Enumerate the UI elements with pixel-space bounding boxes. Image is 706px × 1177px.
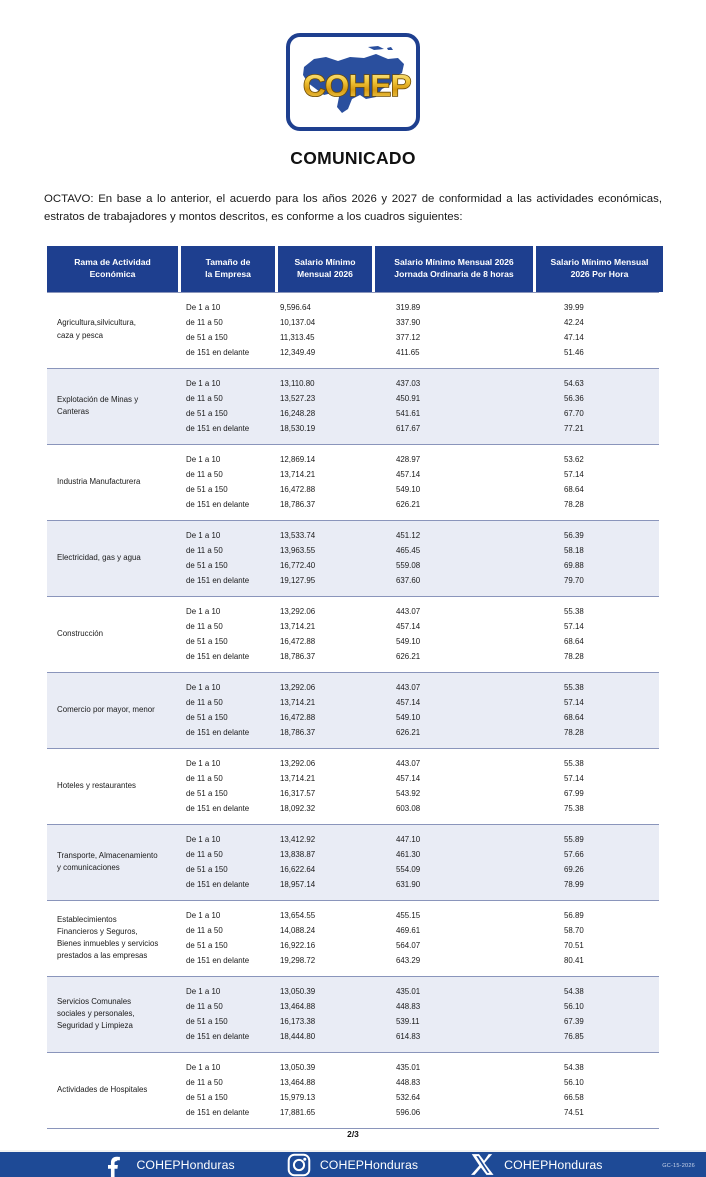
cell-monthly-8h-value: 626.21 [396,651,421,661]
instagram-icon [287,1153,311,1177]
cell-monthly-8h-value: 549.10 [396,713,421,722]
cell-monthly-8h-value: 377.12 [396,332,421,342]
cell-hourly-salary-value: 55.89 [564,835,584,845]
cell-hourly-salary-value: 58.70 [564,926,584,936]
cell-monthly-salary [272,300,366,360]
cell-monthly-salary [272,604,366,664]
cell-monthly-salary-value: 13,533.74 [280,530,316,540]
cell-hourly-salary-value: 57.66 [564,850,584,860]
social-instagram[interactable] [287,1153,418,1177]
activity-name-line: Comercio por mayor, menor [57,704,155,714]
column-header-monthly-salary [278,246,372,292]
cell-monthly-salary-value: 18,444.80 [280,1032,316,1042]
cell-company-size [178,452,272,512]
cell-hourly-salary-value: 58.18 [564,545,584,555]
cell-hourly-salary-value: 67.99 [564,789,584,799]
table-row [47,748,659,824]
cell-monthly-salary-value: 15,979.13 [280,1093,316,1103]
facebook-handle: COHEPHonduras [136,1157,235,1172]
cell-monthly-salary-value: 13,050.39 [280,1063,316,1073]
cell-company-size-value: De 1 a 10 [186,835,221,845]
cell-hourly-salary-value: 56.89 [564,911,584,921]
cell-company-size-value: de 11 a 50 [186,469,223,479]
column-header-company-size [181,246,275,292]
cell-monthly-8h-value: 461.30 [396,850,421,860]
activity-name-line: Canteras [57,406,90,416]
cell-hourly-salary-value: 75.38 [564,804,584,814]
cell-monthly-8h [366,984,524,1044]
cell-monthly-salary-value: 18,786.37 [280,728,316,738]
cell-monthly-8h-value: 443.07 [396,682,421,692]
activity-name-line: Actividades de Hospitales [57,1085,148,1095]
cell-monthly-8h [366,528,524,588]
cell-company-size-value: de 151 en delante [186,956,250,966]
cell-company-size-value: De 1 a 10 [186,682,221,692]
cell-monthly-8h-value: 337.90 [396,317,421,327]
header-line-1: Rama de Actividad [74,256,151,267]
cell-monthly-8h [366,832,524,892]
cell-monthly-8h-value: 596.06 [396,1108,421,1118]
cell-monthly-salary [272,680,366,740]
table-row [47,596,659,672]
cell-hourly-salary [524,832,651,892]
activity-name-line: Hoteles y restaurantes [57,780,136,790]
cell-monthly-8h-value: 435.01 [396,987,421,997]
cell-monthly-salary-value: 16,622.64 [280,865,316,875]
cell-monthly-salary-value: 13,292.06 [280,682,316,692]
cell-monthly-salary [272,756,366,816]
cell-hourly-salary [524,452,651,512]
cell-company-size-value: de 51 a 150 [186,941,228,951]
header-line-1: Salario Mínimo Mensual [550,256,649,267]
cell-monthly-8h-value: 614.83 [396,1032,421,1042]
cell-hourly-salary-value: 78.28 [564,499,584,509]
cell-hourly-salary-value: 47.14 [564,332,584,342]
cell-monthly-salary [272,452,366,512]
cell-company-size-value: De 1 a 10 [186,378,221,388]
cohep-wordmark-icon [294,64,420,108]
cell-monthly-salary-value: 19,298.72 [280,956,316,966]
cell-monthly-salary-value: 17,881.65 [280,1108,316,1118]
activity-name-line: y comunicaciones [57,863,120,873]
cell-monthly-salary-value: 18,092.32 [280,804,316,814]
intro-paragraph: OCTAVO: En base a lo anterior, el acuerdo para los años 2026 y 2027 de conformidad a las actividades económicas, estratos de trabajadores y montos descritos, es conforme a los cuadros siguientes: [44,193,662,224]
cell-monthly-8h-value: 457.14 [396,774,421,784]
cell-monthly-salary [272,376,366,436]
cell-activity-name [47,300,178,360]
page-number: 2/3 [347,1129,359,1140]
cell-activity-name [47,832,178,892]
cell-activity-name [47,680,178,740]
cell-monthly-salary-value: 13,654.55 [280,911,316,921]
cell-company-size-value: de 151 en delante [186,1032,250,1042]
cell-hourly-salary [524,528,651,588]
cell-company-size-value: de 151 en delante [186,1108,250,1118]
header-line-2: Jornada Ordinaria de 8 horas [394,268,514,279]
cell-hourly-salary-value: 55.38 [564,606,584,616]
cell-monthly-8h [366,756,524,816]
cell-monthly-salary-value: 16,772.40 [280,560,316,570]
cell-company-size-value: de 151 en delante [186,804,250,814]
cell-company-size-value: De 1 a 10 [186,302,221,312]
cell-company-size-value: de 51 a 150 [186,560,228,570]
social-facebook[interactable] [103,1153,234,1177]
cell-hourly-salary-value: 57.14 [564,469,584,479]
activity-name-line: prestados a las empresas [57,951,148,961]
cell-hourly-salary-value: 68.64 [564,484,584,494]
cell-monthly-8h-value: 465.45 [396,545,421,555]
activity-name-line: Establecimientos [57,914,117,924]
cell-company-size-value: de 11 a 50 [186,621,223,631]
footer-bar [0,1150,706,1177]
cell-monthly-salary-value: 13,110.80 [280,378,315,388]
cell-monthly-salary-value: 18,786.37 [280,651,316,661]
cell-company-size [178,528,272,588]
cell-monthly-salary-value: 16,173.38 [280,1017,316,1027]
cell-monthly-salary-value: 16,472.88 [280,484,316,494]
facebook-icon [103,1153,127,1177]
cell-monthly-8h-value: 643.29 [396,956,421,966]
cell-monthly-salary-value: 13,714.21 [280,621,316,631]
table-row [47,368,659,444]
cell-hourly-salary-value: 56.10 [564,1002,584,1012]
cell-hourly-salary [524,908,651,968]
cell-hourly-salary-value: 69.88 [564,560,584,570]
cell-monthly-salary-value: 13,714.21 [280,697,316,707]
cell-activity-name [47,984,178,1044]
cell-hourly-salary [524,376,651,436]
cell-monthly-8h-value: 437.03 [396,378,421,388]
cell-company-size-value: de 51 a 150 [186,1017,228,1027]
cell-company-size [178,908,272,968]
cell-monthly-8h-value: 631.90 [396,880,421,890]
activity-name-line: Seguridad y Limpieza [57,1021,133,1031]
cell-monthly-8h-value: 319.89 [396,302,421,312]
header-line-2: Económica [89,268,136,279]
cell-company-size-value: de 151 en delante [186,499,250,509]
cell-hourly-salary-value: 80.41 [564,956,584,966]
cell-monthly-8h-value: 428.97 [396,454,421,464]
table-row [47,900,659,976]
cell-monthly-salary-value: 11,313.45 [280,332,315,342]
cell-monthly-8h-value: 543.92 [396,789,421,799]
cell-monthly-8h-value: 549.10 [396,636,421,646]
x-twitter-icon [470,1152,495,1177]
cell-hourly-salary-value: 69.26 [564,865,584,875]
cell-monthly-8h-value: 448.83 [396,1078,421,1088]
cell-hourly-salary-value: 68.64 [564,636,584,646]
table-row [47,976,659,1052]
cell-monthly-salary-value: 18,530.19 [280,423,316,433]
cell-hourly-salary-value: 78.99 [564,880,584,890]
cell-company-size [178,680,272,740]
cell-hourly-salary-value: 53.62 [564,454,584,464]
activity-name-line: Servicios Comunales [57,996,132,1006]
cell-monthly-8h-value: 455.15 [396,911,421,921]
header-line-1: Salario Mínimo [294,256,356,267]
cell-monthly-8h-value: 457.14 [396,621,421,631]
activity-name-line: caza y pesca [57,330,104,340]
cell-hourly-salary [524,1060,651,1120]
table-row [47,444,659,520]
cell-monthly-8h-value: 451.12 [396,530,421,540]
cell-activity-name [47,604,178,664]
table-row [47,672,659,748]
svg-text:COHEP: COHEP [303,68,411,103]
cell-company-size-value: de 151 en delante [186,347,250,357]
cell-hourly-salary-value: 39.99 [564,302,584,312]
cell-hourly-salary-value: 55.38 [564,759,584,769]
activity-name-line: Industria Manufacturera [57,476,141,486]
cell-monthly-8h-value: 532.64 [396,1093,421,1103]
cell-company-size [178,376,272,436]
cell-monthly-salary-value: 13,412.92 [280,835,316,845]
cell-company-size-value: de 51 a 150 [186,408,228,418]
cell-monthly-8h-value: 457.14 [396,697,421,707]
social-x-twitter[interactable] [470,1152,602,1177]
cell-company-size [178,604,272,664]
cell-monthly-salary-value: 16,472.88 [280,713,316,722]
cell-monthly-8h-value: 626.21 [396,499,421,509]
cell-company-size-value: de 11 a 50 [186,697,223,707]
cell-hourly-salary-value: 57.14 [564,621,584,631]
cell-monthly-8h [366,604,524,664]
cell-company-size-value: de 151 en delante [186,575,250,585]
cell-hourly-salary [524,300,651,360]
activity-name-line: Financieros y Seguros, [57,926,138,936]
cell-hourly-salary-value: 54.63 [564,378,584,388]
activity-name-line: Transporte, Almacenamiento [57,850,158,860]
table-row [47,1052,659,1128]
cell-monthly-8h [366,376,524,436]
cell-monthly-8h-value: 469.61 [396,926,421,936]
cell-monthly-8h [366,908,524,968]
cell-monthly-8h [366,452,524,512]
cell-monthly-8h-value: 626.21 [396,728,421,738]
cell-company-size [178,1060,272,1120]
activity-name-line: sociales y personales, [57,1009,135,1019]
cell-hourly-salary [524,680,651,740]
cell-hourly-salary [524,984,651,1044]
cell-hourly-salary-value: 66.58 [564,1093,584,1103]
cell-hourly-salary [524,604,651,664]
cell-hourly-salary-value: 77.21 [564,423,584,433]
cell-company-size-value: de 151 en delante [186,423,250,433]
cell-monthly-8h [366,300,524,360]
header-line-2: Mensual 2026 [297,268,353,279]
cell-monthly-8h-value: 448.83 [396,1002,421,1012]
cell-company-size [178,756,272,816]
cell-company-size-value: de 11 a 50 [186,1002,223,1012]
cell-company-size [178,984,272,1044]
cell-hourly-salary-value: 42.24 [564,317,584,327]
cell-monthly-8h [366,1060,524,1120]
activity-name-line: Electricidad, gas y agua [57,552,141,562]
column-header-hourly [536,246,663,292]
cell-monthly-salary-value: 9,596.64 [280,302,311,312]
cell-company-size-value: de 51 a 150 [186,713,228,722]
cell-company-size-value: de 51 a 150 [186,789,228,799]
cell-monthly-salary-value: 13,292.06 [280,759,316,769]
cell-company-size-value: de 51 a 150 [186,484,228,494]
cell-company-size-value: de 11 a 50 [186,1078,223,1088]
salary-table [47,246,659,1129]
instagram-handle: COHEPHonduras [319,1157,419,1172]
cell-monthly-salary-value: 19,127.95 [280,575,316,585]
cell-hourly-salary-value: 67.70 [564,408,584,418]
cell-monthly-8h-value: 411.65 [396,347,420,357]
cell-monthly-salary [272,984,366,1044]
cell-hourly-salary-value: 54.38 [564,1063,584,1073]
cell-hourly-salary-value: 70.51 [564,941,584,951]
cell-company-size-value: de 51 a 150 [186,636,228,646]
cell-company-size-value: De 1 a 10 [186,1063,221,1073]
table-header-row [47,246,659,292]
cell-activity-name [47,908,178,968]
cell-monthly-8h-value: 457.14 [396,469,421,479]
cell-hourly-salary-value: 56.36 [564,393,584,403]
table-row [47,824,659,900]
x-handle: COHEPHonduras [504,1157,603,1172]
activity-name-line: Construcción [57,628,104,638]
cell-monthly-salary-value: 13,464.88 [280,1078,316,1088]
cell-company-size-value: de 51 a 150 [186,332,228,342]
cell-hourly-salary-value: 51.46 [564,347,584,357]
cell-company-size-value: De 1 a 10 [186,606,221,616]
cell-hourly-salary-value: 78.28 [564,728,584,738]
cell-hourly-salary-value: 74.51 [564,1108,584,1118]
cell-monthly-salary [272,832,366,892]
activity-name-line: Explotación de Minas y [57,394,139,404]
cell-monthly-salary-value: 13,838.87 [280,850,316,860]
cell-company-size [178,300,272,360]
cell-monthly-8h-value: 435.01 [396,1063,421,1073]
cell-activity-name [47,528,178,588]
page-title: COMUNICADO [290,148,416,168]
cell-activity-name [47,1060,178,1120]
cell-monthly-8h-value: 539.11 [396,1017,420,1027]
cell-monthly-8h-value: 564.07 [396,941,421,951]
table-row [47,292,659,368]
cell-monthly-8h-value: 554.09 [396,865,421,875]
logo-area [0,0,706,131]
cell-company-size-value: de 11 a 50 [186,317,223,327]
cell-hourly-salary-value: 78.28 [564,651,584,661]
table-body [47,292,659,1130]
cell-monthly-salary-value: 16,317.57 [280,789,316,799]
cell-company-size [178,832,272,892]
column-header-monthly-8h [375,246,533,292]
cell-company-size-value: de 151 en delante [186,880,250,890]
cell-monthly-salary-value: 10,137.04 [280,317,316,327]
cell-monthly-salary [272,528,366,588]
cell-monthly-salary-value: 13,050.39 [280,987,316,997]
cell-monthly-salary-value: 13,527.23 [280,393,316,403]
cell-hourly-salary-value: 79.70 [564,575,584,585]
cell-monthly-8h-value: 603.08 [396,804,421,814]
cell-monthly-salary-value: 13,714.21 [280,469,316,479]
cell-monthly-salary [272,1060,366,1120]
cell-monthly-salary-value: 13,292.06 [280,606,316,616]
header-line-2: 2026 Por Hora [570,268,629,279]
cell-company-size-value: De 1 a 10 [186,759,221,769]
cell-hourly-salary [524,756,651,816]
cell-monthly-8h-value: 447.10 [396,835,421,845]
cell-monthly-8h-value: 450.91 [396,393,421,403]
cell-hourly-salary-value: 67.39 [564,1017,584,1027]
cell-hourly-salary-value: 55.38 [564,682,584,692]
cell-monthly-salary-value: 12,869.14 [280,454,316,464]
cell-company-size-value: de 151 en delante [186,728,250,738]
cell-monthly-salary-value: 18,957.14 [280,880,316,890]
cell-monthly-salary-value: 16,472.88 [280,636,316,646]
column-header-activity [47,246,178,292]
cell-company-size-value: de 11 a 50 [186,926,223,936]
cell-monthly-8h-value: 549.10 [396,484,421,494]
cell-company-size-value: de 11 a 50 [186,850,223,860]
document-code: GC-15-2026 [662,1163,695,1170]
activity-name-line: Agricultura,silvicultura, [57,318,136,328]
header-line-1: Tamaño de [205,256,251,267]
cell-monthly-salary-value: 18,786.37 [280,499,316,509]
cohep-logo [286,33,420,131]
cell-company-size-value: de 51 a 150 [186,865,228,875]
cell-hourly-salary-value: 56.10 [564,1078,584,1088]
cell-hourly-salary-value: 56.39 [564,530,584,540]
cell-monthly-salary-value: 14,088.24 [280,926,316,936]
cell-activity-name [47,756,178,816]
cell-company-size-value: de 11 a 50 [186,393,223,403]
cell-company-size-value: De 1 a 10 [186,454,221,464]
cell-monthly-salary-value: 13,464.88 [280,1002,316,1012]
header-line-1: Salario Mínimo Mensual 2026 [394,256,514,267]
cell-monthly-salary-value: 13,963.55 [280,545,316,555]
cell-hourly-salary-value: 57.14 [564,774,584,784]
table-row [47,520,659,596]
cell-monthly-salary-value: 12,349.49 [280,347,316,357]
cell-company-size-value: De 1 a 10 [186,530,221,540]
cell-monthly-8h-value: 617.67 [396,423,421,433]
cell-monthly-8h-value: 559.08 [396,560,421,570]
cell-monthly-8h-value: 443.07 [396,606,421,616]
cell-company-size-value: De 1 a 10 [186,987,221,997]
cell-monthly-8h [366,680,524,740]
cell-monthly-8h-value: 443.07 [396,759,421,769]
cell-hourly-salary-value: 76.85 [564,1032,584,1042]
cell-monthly-salary [272,908,366,968]
cell-activity-name [47,452,178,512]
cell-company-size-value: de 51 a 150 [186,1093,228,1103]
cell-company-size-value: de 151 en delante [186,651,250,661]
header-line-2: la Empresa [205,268,251,279]
cell-monthly-salary-value: 16,922.16 [280,941,316,951]
cell-hourly-salary-value: 68.64 [564,713,584,722]
cell-company-size-value: de 11 a 50 [186,545,223,555]
cell-hourly-salary-value: 57.14 [564,697,584,707]
activity-name-line: Bienes inmuebles y servicios [57,939,159,949]
cell-company-size-value: De 1 a 10 [186,911,221,921]
cell-activity-name [47,376,178,436]
cell-monthly-8h-value: 541.61 [396,408,421,418]
cell-monthly-salary-value: 16,248.28 [280,408,316,418]
cell-monthly-8h-value: 637.60 [396,575,421,585]
cell-hourly-salary-value: 54.38 [564,987,584,997]
cell-company-size-value: de 11 a 50 [186,774,223,784]
cell-monthly-salary-value: 13,714.21 [280,774,316,784]
